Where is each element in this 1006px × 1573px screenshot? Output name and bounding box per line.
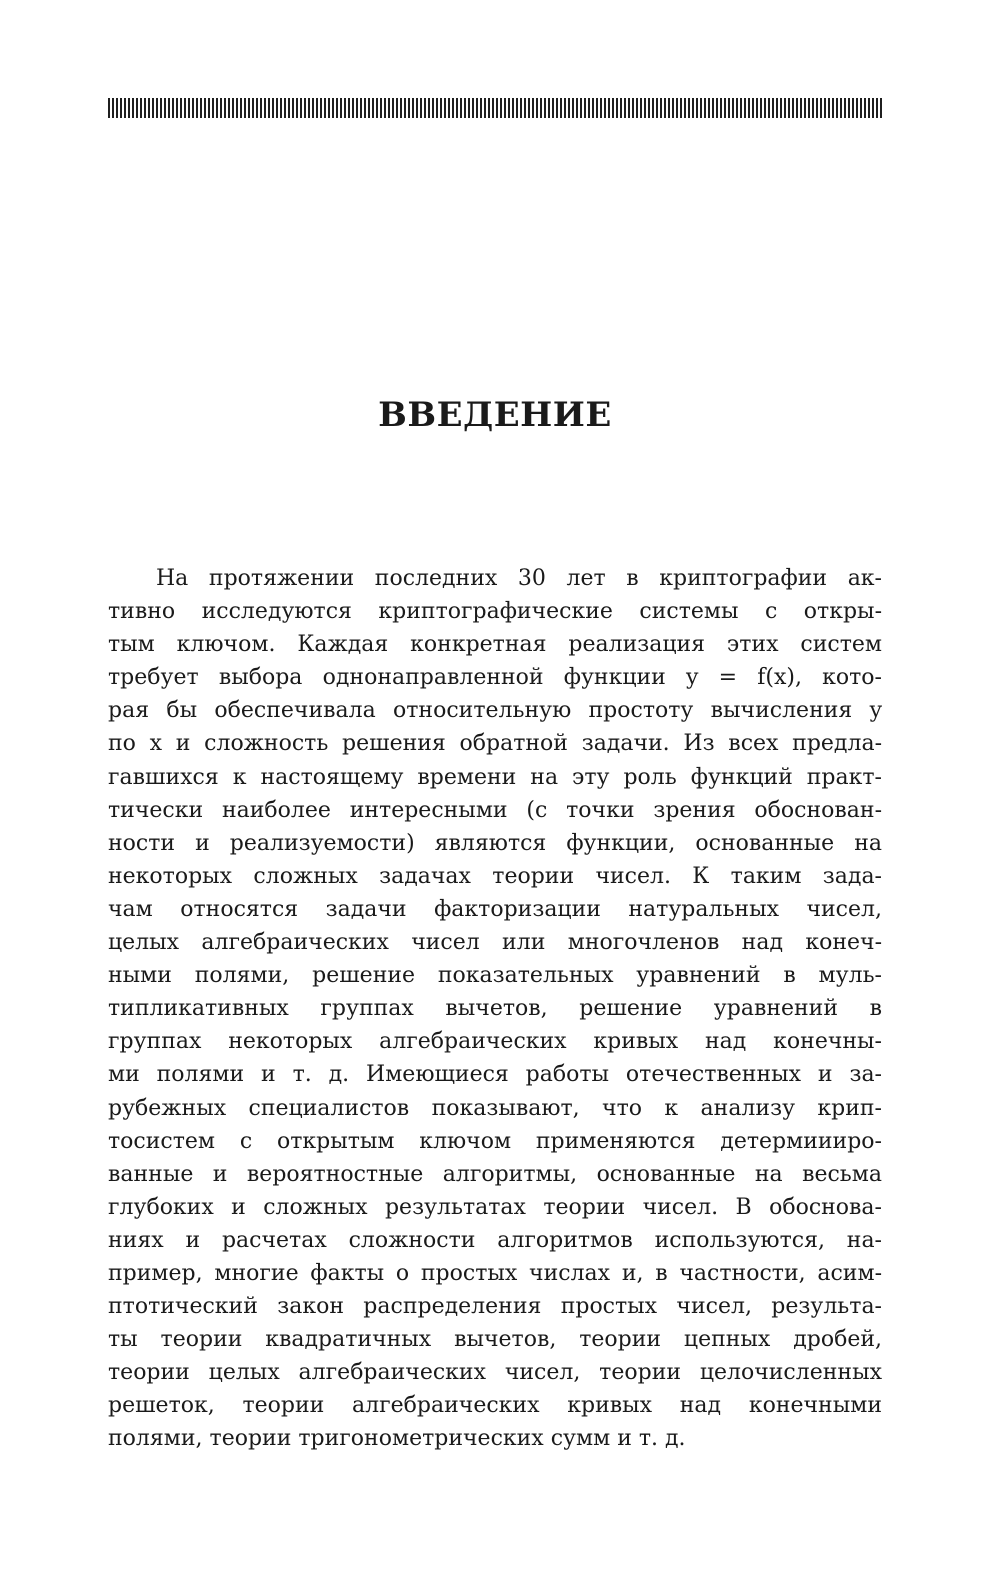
- text-line: тосистем с открытым ключом применяются детермиииро-: [108, 1128, 882, 1154]
- text-line: рубежных специалистов показывают, что к анализу крип-: [108, 1095, 882, 1121]
- text-line: ными полями, решение показательных уравнений в муль-: [108, 963, 882, 989]
- text-line: глубоких и сложных результатах теории чисел. В обоснова-: [108, 1194, 882, 1220]
- page-title: ВВЕДЕНИЕ: [378, 395, 612, 435]
- text-line: рая бы обеспечивала относительную простоту вычисления y: [108, 698, 882, 724]
- text-line: по x и сложность решения обратной задачи. Из всех предла-: [108, 731, 882, 757]
- text-line: некоторых сложных задачах теории чисел. К таким зада-: [108, 863, 882, 889]
- text-line: тически наиболее интересными (с точки зрения обоснован-: [108, 797, 882, 823]
- text-line: птотический закон распределения простых чисел, результа-: [108, 1294, 882, 1320]
- text-line: полями, теории тригонометрических сумм и т. д.: [108, 1426, 686, 1452]
- text-line: группах некоторых алгебраических кривых над конечны-: [108, 1029, 882, 1055]
- text-line: ты теории квадратичных вычетов, теории цепных дробей,: [108, 1327, 882, 1353]
- text-line: чам относятся задачи факторизации натуральных чисел,: [108, 896, 882, 922]
- text-line: решеток, теории алгебраических кривых над конечными: [108, 1393, 882, 1419]
- header-decorative-rule: [108, 98, 882, 118]
- text-line: целых алгебраических чисел или многочленов над конеч-: [108, 930, 882, 956]
- body-paragraph: [108, 562, 882, 1456]
- text-line: теории целых алгебраических чисел, теории целочисленных: [108, 1360, 882, 1386]
- text-line: ми полями и т. д. Имеющиеся работы отечественных и за-: [108, 1062, 882, 1088]
- text-line: требует выбора однонаправленной функции y = f(x), кото-: [108, 665, 882, 691]
- text-line: пример, многие факты о простых числах и, в частности, асим-: [108, 1260, 882, 1286]
- text-line: типликативных группах вычетов, решение уравнений в: [108, 996, 882, 1022]
- text-line: гавшихся к настоящему времени на эту роль функций практ-: [108, 764, 882, 790]
- text-line: ниях и расчетах сложности алгоритмов используются, на-: [108, 1227, 882, 1253]
- text-line: тым ключом. Каждая конкретная реализация этих систем: [108, 632, 882, 658]
- text-line: На протяжении последних 30 лет в криптографии ак-: [156, 566, 882, 591]
- text-line: ности и реализуемости) являются функции, основанные на: [108, 830, 882, 856]
- text-line: ванные и вероятностные алгоритмы, основанные на весьма: [108, 1161, 882, 1187]
- text-line: тивно исследуются криптографические системы с откры-: [108, 599, 882, 625]
